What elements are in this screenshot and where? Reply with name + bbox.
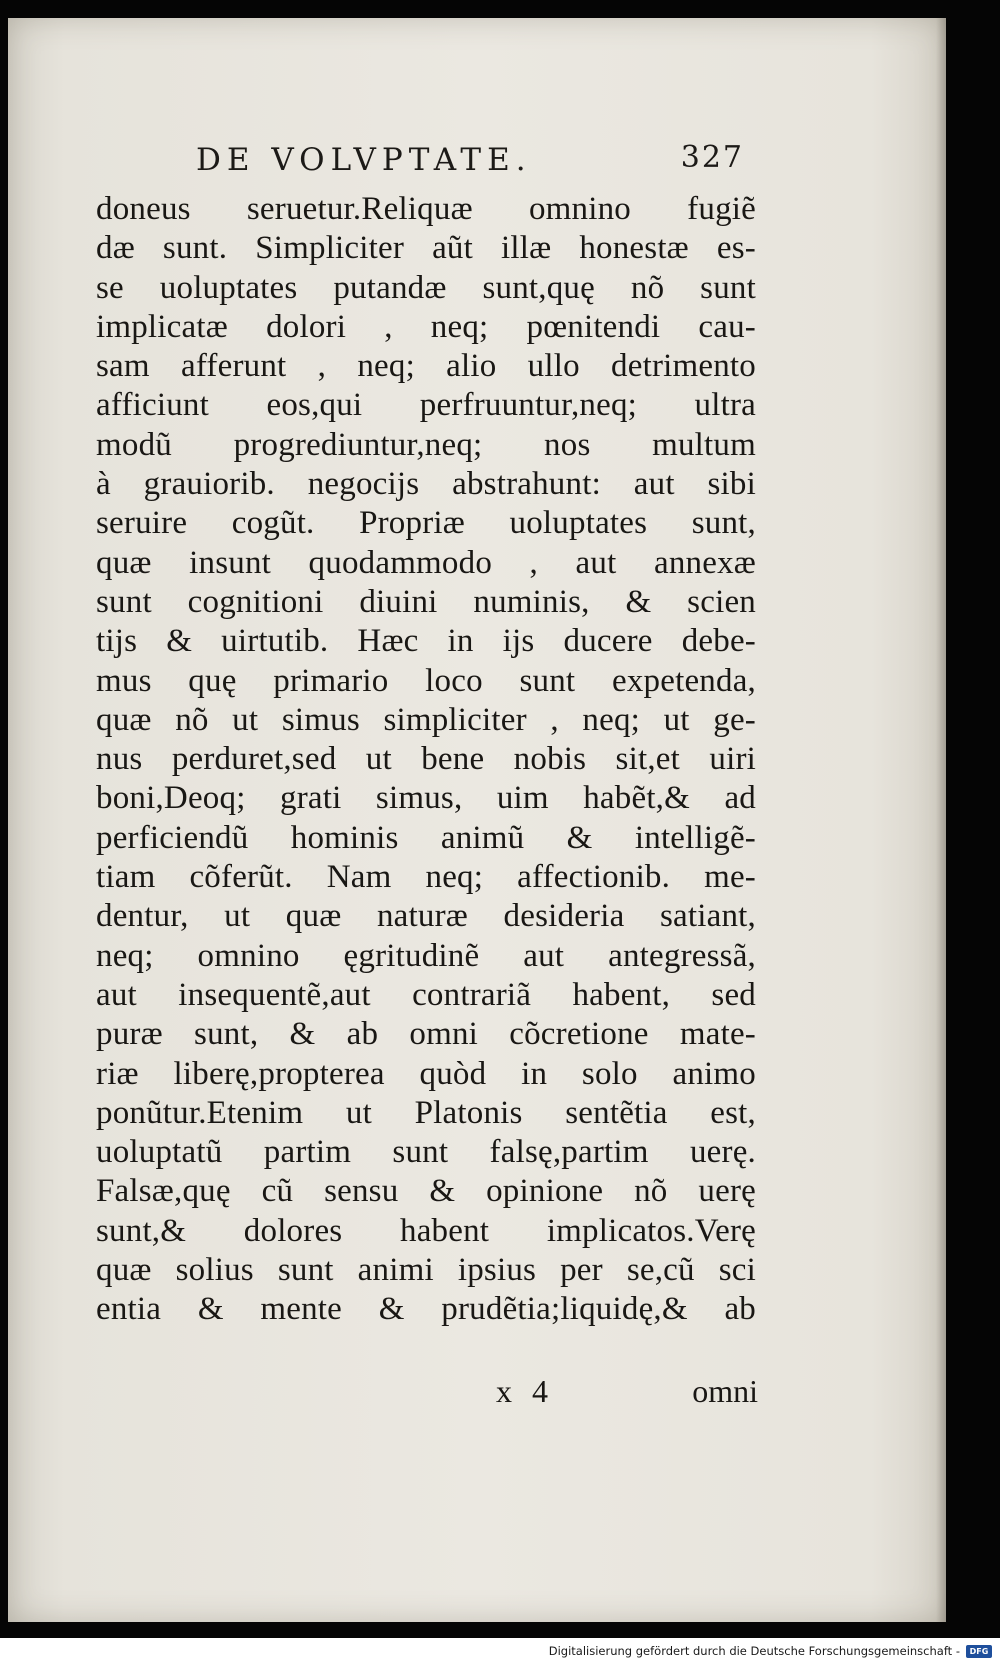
digitization-footer	[0, 1638, 1000, 1666]
text-line: neq; omnino ęgritudinẽ aut antegressã,	[96, 937, 756, 974]
text-line: tiam cõferũt. Nam neq; affectionib. me-	[96, 859, 756, 896]
text-line: sunt cognitioni diuini numinis, & scien	[96, 583, 756, 620]
text-line: quæ nõ ut simus simpliciter , neq; ut ge-	[96, 701, 756, 738]
funding-credit: Digitalisierung gefördert durch die Deutsche Forschungsgemeinschaft -	[548, 1644, 960, 1658]
text-line: seruire cogũt. Propriæ uoluptates sunt,	[96, 505, 756, 542]
text-line: entia & mente & prudẽtia;liquidę,& ab	[96, 1291, 756, 1328]
text-line: se uoluptates putandæ sunt,quę nõ sunt	[96, 269, 756, 306]
text-line: afficiunt eos,qui perfruuntur,neq; ultra	[96, 387, 756, 424]
dfg-logo-icon: DFG	[966, 1645, 992, 1658]
text-line: nus perduret,sed ut bene nobis sit,et uiri	[96, 741, 756, 778]
text-line: ponũtur.Etenim ut Platonis sentẽtia est,	[96, 1094, 756, 1131]
text-line: uoluptatũ partim sunt falsę,partim uerę.	[96, 1134, 756, 1171]
text-line: modũ progrediuntur,neq; nos multum	[96, 426, 756, 463]
text-line: puræ sunt, & ab omni cõcretione mate-	[96, 1016, 756, 1053]
book-page	[8, 18, 946, 1622]
text-line: mus quę primario loco sunt expetenda,	[96, 662, 756, 699]
text-line: à grauiorib. negocijs abstrahunt: aut sibi	[96, 466, 756, 503]
catchline	[488, 1373, 758, 1413]
text-line: sunt,& dolores habent implicatos.Verę	[96, 1212, 756, 1249]
text-line: tijs & uirtutib. Hæc in ijs ducere debe-	[96, 623, 756, 660]
catchword: omni	[692, 1373, 758, 1409]
page-header	[196, 142, 744, 188]
body-text	[96, 190, 756, 1330]
text-line: riæ liberę,propterea quòd in solo animo	[96, 1055, 756, 1092]
text-line: aut insequentẽ,aut contrariã habent, sed	[96, 976, 756, 1013]
text-line: boni,Deoq; grati simus, uim habẽt,& ad	[96, 780, 756, 817]
text-line: implicatæ dolori , neq; pœnitendi cau-	[96, 308, 756, 345]
text-line: dentur, ut quæ naturæ desideria satiant,	[96, 898, 756, 935]
signature-mark: x 4	[496, 1373, 554, 1409]
text-line: sam afferunt , neq; alio ullo detrimento	[96, 348, 756, 385]
text-line: doneus seruetur.Reliquæ omnino fugiẽ	[96, 191, 756, 227]
text-line: perficiendũ hominis animũ & intelligẽ-	[96, 819, 756, 856]
text-line: Falsæ,quę cũ sensu & opinione nõ uerę	[96, 1173, 756, 1210]
running-head: DE VOLVPTATE.	[196, 142, 532, 178]
page-edge-shadow	[936, 18, 946, 1622]
text-line: quæ insunt quodammodo , aut annexæ	[96, 544, 756, 581]
page-number: 327	[680, 140, 744, 175]
text-line: quæ solius sunt animi ipsius per se,cũ sci	[96, 1252, 756, 1289]
text-line: dæ sunt. Simpliciter aũt illæ honestæ es-	[96, 230, 756, 267]
